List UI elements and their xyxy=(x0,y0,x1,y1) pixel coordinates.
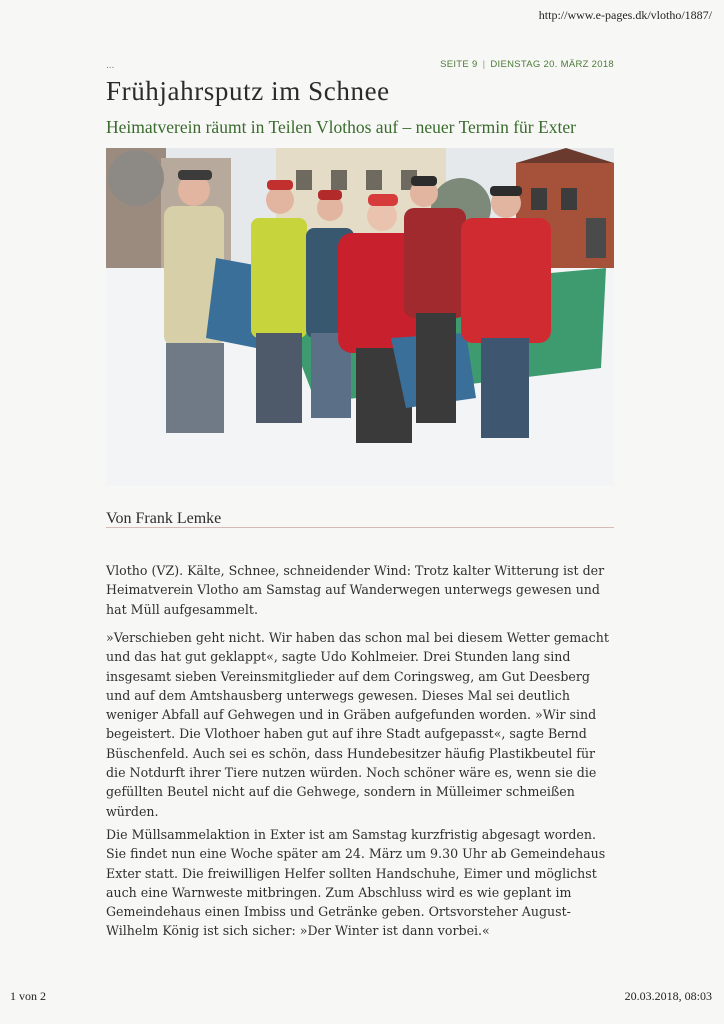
article-paragraph-3: Die Müllsammelaktion in Exter ist am Samstag kurzfristig abgesagt worden. Sie findet nun eine Woche später am 24. März um 9.30 Uhr ab Gemeindehaus Exter statt. Die freiwilligen Helfer sollten Handschuhe, Eimer und möglichst auch eine Warnweste mitbringen. Zum Abschluss wird es wie geplant im Gemeindehaus einen Imbiss und Getränke geben. Ortsvorsteher August-Wilhelm König ist sich sicher: »Der Winter ist dann vorbei.« xyxy=(106,827,606,939)
group-photo xyxy=(106,148,614,486)
header-dots: ... xyxy=(106,60,115,71)
article-paragraph-2: »Verschieben geht nicht. Wir haben das schon mal bei diesem Wetter gemacht und das hat gut geklappt«, sagte Udo Kohlmeier. Drei Stunden lang sind insgesamt sieben Vereinsmitglieder auf dem Coringsweg, am Gut Deesberg und auf dem Amtshausberg unterwegs gewesen. Dieses Mal sei deutlich weniger Abfall auf Gehwegen und in Gräben aufgefunden worden. »Wir sind begeistert. Die Vlothoer haben gut auf ihre Stadt aufgepasst«, sagte Bernd Büschenfeld. Auch sei es schön, dass Hundebesitzer häufig Plastikbeutel für die Notdurft ihrer Tiere nutzen würden. Noch schöner wäre es, wenn sie die gefüllten Beutel nicht auf die Gehwege, sondern in Mülleimer schmeißen würden. xyxy=(106,630,609,819)
page-label: SEITE 9 xyxy=(440,59,478,70)
byline-rule xyxy=(106,527,614,528)
byline: Von Frank Lemke xyxy=(106,510,222,527)
article-paragraph-1: Vlotho (VZ). Kälte, Schnee, schneidender Wind: Trotz kalter Witterung ist der Heimatverein Vlotho am Samstag auf Wanderwegen unterwegs gewesen und hat Müll aufgesammelt. xyxy=(106,563,605,617)
issue-date: DIENSTAG 20. MÄRZ 2018 xyxy=(490,59,614,70)
page-count: 1 von 2 xyxy=(10,989,46,1003)
source-url: http://www.e-pages.dk/vlotho/1887/ xyxy=(538,8,712,22)
meta-separator: | xyxy=(482,59,486,70)
edition-meta xyxy=(440,59,614,70)
group-photo-illustration xyxy=(106,148,614,486)
headline: Frühjahrsputz im Schnee xyxy=(106,76,390,106)
print-timestamp: 20.03.2018, 08:03 xyxy=(624,989,712,1003)
subheadline: Heimatverein räumt in Teilen Vlothos auf – neuer Termin für Exter xyxy=(106,117,576,137)
